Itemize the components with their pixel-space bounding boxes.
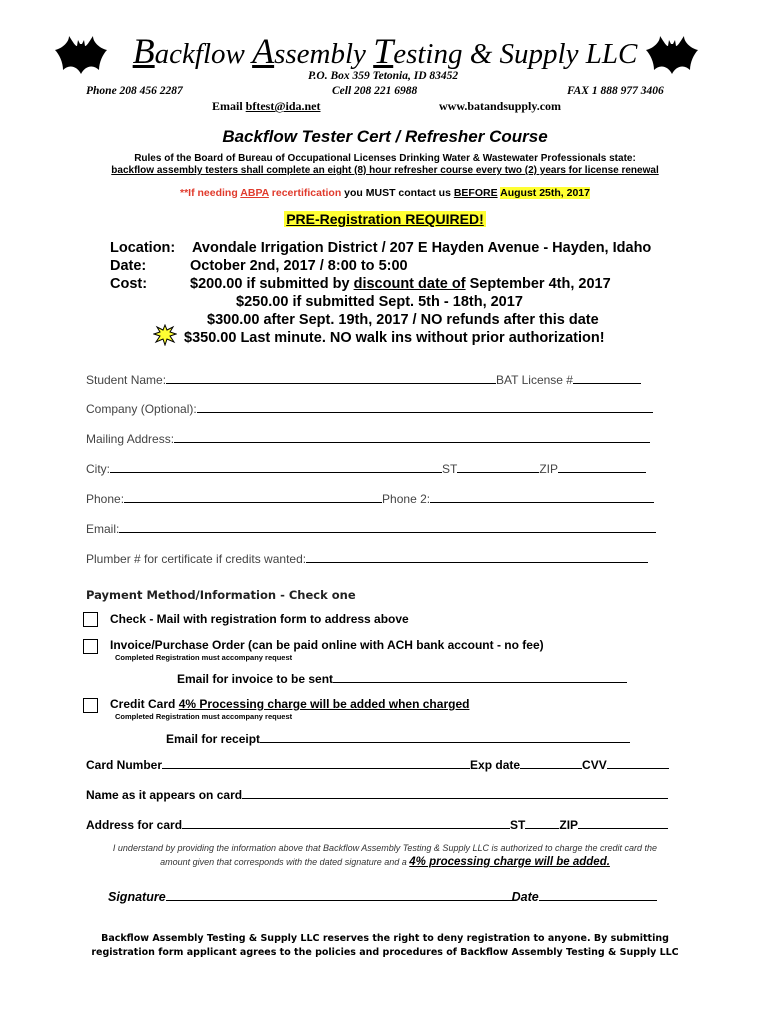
- bat-license-field[interactable]: [573, 372, 641, 384]
- card-number-row: [86, 757, 669, 772]
- credit-note: Completed Registration must accompany request: [115, 712, 293, 721]
- signature-label: Signature: [108, 890, 166, 904]
- signature-date-label: Date: [511, 890, 539, 904]
- plumber-label: Plumber # for certificate if credits wanted:: [86, 552, 307, 566]
- cost1-date: September 4th, 2017: [465, 276, 611, 292]
- title-part-3: esting & Supply LLC: [393, 38, 638, 70]
- phone-field[interactable]: [124, 491, 382, 503]
- invoice-checkbox[interactable]: [83, 639, 98, 654]
- email-field-label: Email:: [86, 522, 120, 536]
- credit-fee-note: 4% Processing charge will be added when charged: [178, 697, 470, 711]
- cell-number: Cell 208 221 6988: [332, 85, 418, 97]
- invoice-email-field[interactable]: [333, 671, 627, 683]
- card-number-label: Card Number: [86, 758, 163, 772]
- preregistration-banner: [0, 211, 770, 227]
- city-row: [86, 461, 646, 476]
- phone-row: [86, 491, 654, 506]
- card-zip-field[interactable]: [578, 817, 668, 829]
- zip-field[interactable]: [558, 461, 646, 473]
- phone-label: Phone:: [86, 492, 125, 506]
- receipt-email-row: [166, 731, 630, 746]
- invoice-note: Completed Registration must accompany request: [115, 653, 293, 662]
- starburst-icon: [153, 324, 177, 346]
- company-label: Company (Optional):: [86, 402, 197, 416]
- card-number-field[interactable]: [162, 757, 470, 769]
- state-field[interactable]: [457, 461, 539, 473]
- rules-line-2: backflow assembly testers shall complete an eight (8) hour refresher course every two (2) years for license renewal: [111, 165, 659, 176]
- authorization-line-1: I understand by providing the information above that Backflow Assembly Testing & Supply LLC is authorized to charge the credit card the: [112, 843, 658, 853]
- plumber-row: [86, 551, 648, 566]
- card-address-field[interactable]: [182, 817, 510, 829]
- card-state-field[interactable]: [525, 817, 559, 829]
- mailing-label: Mailing Address:: [86, 432, 175, 446]
- location-value: Avondale Irrigation District / 207 E Hayden Avenue - Hayden, Idaho: [192, 240, 652, 256]
- email-row: [86, 521, 656, 536]
- credit-card-checkbox[interactable]: [83, 698, 98, 713]
- cost-line-1: [190, 276, 611, 292]
- title-part-2: ssembly: [274, 38, 374, 70]
- card-address-label: Address for card: [86, 818, 183, 832]
- credit-label: Credit Card: [110, 697, 179, 711]
- date-label: Date:: [110, 258, 147, 274]
- credit-option-label: [110, 697, 469, 711]
- exp-date-label: Exp date: [470, 758, 521, 772]
- email-label: Email: [212, 99, 246, 113]
- cost1-prefix: $200.00 if submitted by: [190, 276, 354, 292]
- phone-number: Phone 208 456 2287: [86, 85, 183, 97]
- cvv-label: CVV: [582, 758, 607, 772]
- invoice-email-row: [177, 671, 627, 686]
- course-heading: Backflow Tester Cert / Refresher Course: [222, 127, 548, 146]
- card-state-label: ST: [510, 818, 526, 832]
- location-label: Location:: [110, 240, 176, 256]
- signature-date-field[interactable]: [539, 889, 657, 901]
- company-title: [0, 30, 770, 72]
- plumber-field[interactable]: [306, 551, 648, 563]
- rules-line-1: Rules of the Board of Bureau of Occupational Licenses Drinking Water & Wastewater Professionals state:: [134, 153, 636, 164]
- title-letter-b: B: [132, 31, 155, 71]
- website-link[interactable]: www.batandsupply.com: [439, 99, 562, 113]
- notice-recert: recertification: [268, 187, 342, 199]
- city-field[interactable]: [110, 461, 442, 473]
- card-address-row: [86, 817, 668, 832]
- zip-label: ZIP: [539, 462, 559, 476]
- abpa-notice: [0, 187, 770, 199]
- cost-line-3: $300.00 after Sept. 19th, 2017 / NO refunds after this date: [207, 312, 599, 328]
- signature-field[interactable]: [166, 889, 512, 901]
- title-letter-a: A: [252, 31, 275, 71]
- authorization-line-2-text: amount given that corresponds with the dated signature and a: [160, 857, 410, 867]
- signature-row: [108, 889, 657, 904]
- city-label: City:: [86, 462, 110, 476]
- company-field[interactable]: [197, 401, 653, 413]
- phone2-label: Phone 2:: [382, 492, 431, 506]
- email-field[interactable]: [119, 521, 656, 533]
- name-on-card-label: Name as it appears on card: [86, 788, 243, 802]
- phone2-field[interactable]: [430, 491, 654, 503]
- student-name-label: Student Name:: [86, 373, 167, 387]
- card-zip-label: ZIP: [559, 818, 579, 832]
- date-value: October 2nd, 2017 / 8:00 to 5:00: [190, 258, 408, 274]
- authorization-line-2: [0, 856, 770, 868]
- notice-before: BEFORE: [453, 187, 498, 199]
- fax-number: FAX 1 888 977 3406: [567, 85, 664, 97]
- cost-label: Cost:: [110, 276, 148, 292]
- exp-date-field[interactable]: [520, 757, 582, 769]
- name-on-card-field[interactable]: [242, 787, 668, 799]
- mailing-field[interactable]: [174, 431, 650, 443]
- name-on-card-row: [86, 787, 668, 802]
- cost-line-4: $350.00 Last minute. NO walk ins without prior authorization!: [184, 330, 605, 346]
- prereg-text: PRE-Registration REQUIRED!: [286, 211, 484, 227]
- footer-line-2: registration form applicant agrees to the policies and procedures of Backflow Assembly Testing & Supply LLC: [91, 947, 679, 958]
- state-label: ST: [442, 462, 458, 476]
- po-box: P.O. Box 359 Tetonia, ID 83452: [308, 70, 459, 82]
- check-option-label: Check - Mail with registration form to address above: [110, 612, 409, 626]
- student-name-field[interactable]: [166, 372, 496, 384]
- notice-date: August 25th, 2017: [500, 187, 590, 199]
- email-line: [212, 99, 321, 114]
- title-letter-t: T: [373, 31, 394, 71]
- cvv-field[interactable]: [607, 757, 669, 769]
- bat-license-label: BAT License #: [496, 373, 573, 387]
- student-name-row: [86, 372, 641, 387]
- company-row: [86, 401, 653, 416]
- notice-abpa: ABPA: [240, 187, 269, 199]
- receipt-email-label: Email for receipt: [166, 732, 261, 746]
- check-checkbox[interactable]: [83, 612, 98, 627]
- footer-line-1: Backflow Assembly Testing & Supply LLC reserves the right to deny registration to anyone. By submitting: [101, 933, 669, 944]
- receipt-email-field[interactable]: [260, 731, 630, 743]
- processing-charge-note: 4% processing charge will be added.: [409, 856, 610, 868]
- invoice-option-label: Invoice/Purchase Order (can be paid online with ACH bank account - no fee): [110, 638, 544, 652]
- payment-heading: Payment Method/Information - Check one: [86, 588, 356, 602]
- cost-line-2: $250.00 if submitted Sept. 5th - 18th, 2017: [236, 294, 523, 310]
- mailing-row: [86, 431, 650, 446]
- title-part-1: ackflow: [154, 38, 253, 70]
- invoice-email-label: Email for invoice to be sent: [177, 672, 334, 686]
- notice-prefix: **If needing: [179, 187, 241, 199]
- notice-mid: you MUST contact us: [341, 187, 454, 199]
- email-link[interactable]: bftest@ida.net: [245, 99, 321, 113]
- cost1-discount: discount date of: [353, 276, 466, 292]
